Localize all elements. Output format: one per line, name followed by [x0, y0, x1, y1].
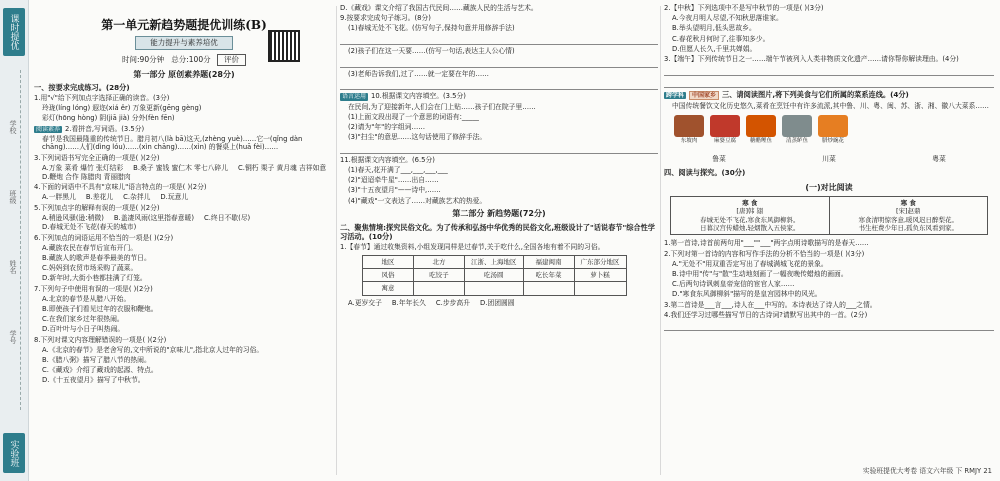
option-b[interactable]: B.盖凄风雨(这里指春意暖) — [113, 214, 194, 223]
q10-item[interactable]: (1)上面文段出现了一个意思的词语有:_____ — [348, 112, 479, 121]
reading-title: (一)对比阅读 — [805, 182, 853, 192]
rq1-prompt[interactable]: 1.第一首诗,诗首前两句用"___""___"两字点明诗歌描写的是春天…… — [664, 239, 869, 248]
option-c[interactable]: C.后两句诗讽刺皇帝宠信的宦官人家…… — [672, 280, 795, 289]
option-a[interactable]: A.一胖黑儿 — [42, 193, 76, 202]
option-c[interactable]: C.终日不歇(尽) — [203, 214, 251, 223]
exam-subtitle: 能力提升与素养培优 — [135, 36, 233, 50]
food-image — [782, 115, 812, 137]
food-item[interactable] — [746, 115, 776, 145]
option-a[interactable]: A.北京的春节是从腊八开始。 — [42, 294, 131, 303]
food-image — [674, 115, 704, 137]
custom-table — [362, 255, 627, 296]
table-cell: 风俗 — [363, 268, 414, 281]
rq3-prompt[interactable]: 3.第二首诗是___言___,诗人在___中写的。本诗表达了诗人的___之情。 — [664, 300, 877, 309]
poem-title: 寒 食 — [900, 199, 916, 208]
food-item[interactable] — [782, 115, 812, 145]
answer-line[interactable] — [664, 66, 994, 76]
q5-prompt: 5.下列加点字的解释有误的一项是( )(2分) — [34, 204, 160, 213]
q1-row[interactable]: 彩灯(hōng hòng) 阴(jiā jià) 分外(fèn fēn) — [42, 114, 175, 123]
option-d[interactable]: D.百叶叶与小日子叫热闹。 — [42, 325, 125, 334]
food-item[interactable] — [710, 115, 740, 145]
poem-line: 春城无处不飞花,寒食东风御柳斜。 — [699, 215, 800, 224]
q12-options — [348, 299, 658, 308]
food-images — [674, 115, 994, 145]
field-name: 姓名 — [9, 260, 17, 274]
option-d[interactable]: D.团团圆圆 — [480, 298, 515, 307]
answer-line[interactable] — [340, 58, 658, 68]
cut-line — [20, 70, 21, 410]
table-cell: 寓意 — [363, 282, 414, 295]
q10-item[interactable]: (3)"扫尘"的意思……这句话使用了修辞手法。 — [348, 133, 487, 142]
q11-item[interactable]: (3)"十五夜望月"——诗中,…… — [348, 186, 441, 195]
option-c[interactable]: C.妈妈到农贸市场采购了蔬菜。 — [42, 264, 138, 273]
food-caption: 糖醋鲤鱼 — [749, 137, 772, 144]
option-b[interactable]: B.《腊八粥》描写了腊八节的热闹。 — [42, 355, 151, 364]
cuisine-list — [664, 155, 994, 164]
binding-strip — [0, 0, 29, 481]
section1-heading: 一、按要求完成练习。(28分) — [34, 82, 130, 92]
part1-heading: 第一部分 原创素养题(28分) — [133, 69, 235, 79]
option-b[interactable]: B.即使孩子们看见过年的衣服和鞭炮。 — [42, 304, 158, 313]
cuisine-item[interactable]: 鲁菜 — [712, 155, 726, 164]
column-middle — [340, 4, 658, 477]
table-row — [363, 255, 627, 268]
table-cell-blank[interactable] — [414, 282, 465, 295]
q1-row[interactable]: 玲珑(líng lóng) 遐迩(xiá ěr) 万象更新(gēng gèng) — [42, 104, 202, 113]
q6-options — [42, 244, 334, 283]
field-class: 班级 — [9, 190, 17, 204]
option-a[interactable]: A.《北京的春节》是老舍写的,文中所说的"京味儿",指北京人过年的习俗。 — [42, 345, 264, 354]
option-d[interactable]: D.新年时,大街小巷都挂满了灯笼。 — [42, 274, 147, 283]
q4-options — [42, 193, 334, 202]
q11-prompt: 11.根据课文内容填空。(6.5分) — [340, 155, 435, 164]
section3-intro: 中国传统餐饮文化历史悠久,菜肴在烹饪中有许多流派,其中鲁、川、粤、闽、苏、浙、湘、徽八大菜系…… — [672, 102, 989, 111]
rq4-prompt: 4.我们还学习过哪些描写节日的古诗词?请默写出其中的一首。(2分) — [664, 310, 868, 319]
option-a[interactable]: A.藏族农民在春节后宣布开门。 — [42, 243, 138, 252]
field-number: 学号 — [9, 330, 17, 344]
qr-code-icon[interactable] — [268, 30, 300, 62]
q9-item: (1)春城无处不飞花。(仿写句子,保持句意并用修辞手法) — [348, 24, 515, 33]
option-b[interactable]: B.桑子 蜜钱 蜜仁木 零七八碎儿 — [133, 163, 229, 172]
q7-options — [42, 295, 334, 334]
poem-line: 书生枉费少年日,孤负东风看到家。 — [858, 224, 959, 233]
q11-item[interactable]: (4)"藏戏"一文表达了……对藏族艺术的热爱。 — [348, 196, 487, 205]
poem-author: [宋]赵鼎 — [895, 207, 921, 216]
answer-line[interactable] — [340, 80, 658, 90]
food-caption: 清蒸鲈鱼 — [785, 137, 808, 144]
table-cell: 萝卜糕 — [574, 268, 626, 281]
field-school: 学校 — [9, 120, 17, 134]
option-c[interactable]: C.铜朽 栗子 黄月魂 吉祥如意 — [238, 163, 327, 172]
poem-line: 日暮汉宫传蜡烛,轻烟散入五侯家。 — [699, 224, 800, 233]
cuisine-item[interactable]: 川菜 — [822, 155, 836, 164]
footer-text: 实验班提优大考卷 语文六年级 下 RMJY — [862, 467, 982, 475]
q9-item: (3)老师告诉我们,过了……就一定要在年的…… — [348, 69, 489, 78]
option-b[interactable]: B.诗中用"传"与"散"生动地刻画了一幅夜晚传蜡烛的画面。 — [672, 269, 848, 278]
q2-text[interactable]: 春节是我国最隆重的传统节日。腊月初八(là bā)这天,(zhèng yuè)……它一(qǐng dàn chāng)……人们(dìng lóu)……(xìn chāng)……(xìn) 的餐桌上(huā fèi)…… — [42, 134, 303, 152]
exam-total: 总分:100分 — [171, 54, 211, 64]
option-d[interactable]: D."寒食东风御柳斜"描写的是皇宫园林中的风光。 — [672, 290, 822, 299]
q10-item[interactable]: (2)请为"年"的字组词…… — [348, 123, 426, 131]
poem-author: [唐]韩 翃 — [736, 207, 764, 216]
table-cell: 江浙、上海地区 — [465, 255, 524, 268]
answer-line[interactable] — [664, 321, 994, 331]
answer-line[interactable] — [340, 35, 658, 45]
section3-text: 三、请阅读图片,将下列美食与它们所属的菜系连线。(4分) — [722, 89, 909, 99]
option-c[interactable]: C.在我们家乡过年很热闹。 — [42, 315, 124, 324]
tag-badge: 语言运用 — [342, 93, 367, 101]
option-a[interactable]: A.今夜月明人尽望,不知秋思落谁家。 — [672, 14, 783, 23]
option-c[interactable]: C.步步高升 — [435, 298, 471, 307]
poem-title: 寒 食 — [742, 199, 758, 208]
section2-heading — [340, 223, 658, 241]
option-a[interactable]: A.万象 菜肴 爆竹 张灯结彩 — [42, 163, 124, 172]
brand-badge-bottom: 实验班 — [3, 433, 25, 473]
q8-continued: D.《藏戏》课文介绍了我国古代民间……藏族人民的生活与艺术。 — [340, 4, 538, 12]
option-c[interactable]: C.春花秋月何时了,往事知多少。 — [672, 34, 770, 43]
food-image — [710, 115, 740, 137]
rq2-prompt: 2.下列对第一首诗的内容和写作手法的分析不恰当的一项是( )(3分) — [664, 249, 865, 258]
section2-text: 二、聚焦情境:探究民俗文化。为了传承和弘扬中华优秀的民俗文化,班级设计了"话说春节"综合性学习活动。 — [340, 222, 655, 241]
q10-prompt — [340, 92, 658, 101]
q13-options — [672, 14, 994, 53]
q6-prompt: 6.下列加点的词语运用不恰当的一项是( )(2分) — [34, 233, 174, 242]
table-cell-blank[interactable] — [574, 282, 626, 295]
column-divider — [660, 6, 661, 475]
part2-heading: 第二部分 新趋势题(72分) — [452, 209, 546, 219]
page-footer — [863, 465, 992, 475]
option-a[interactable]: A.稍逊风骚(逊:稍微) — [42, 214, 104, 223]
tag-badge-secondary: 中国家乡 — [689, 91, 719, 101]
food-image — [746, 115, 776, 137]
option-b[interactable]: B.差花儿 — [85, 193, 114, 202]
q10-text: 在民间,为了迎接新年,人们会在门上贴……孩子们在院子里…… — [348, 102, 536, 111]
food-item[interactable] — [674, 115, 704, 145]
table-cell: 福建闽南 — [523, 255, 574, 268]
option-a[interactable]: A."无处不"用双重否定写出了春城满城飞花的景象。 — [672, 259, 828, 268]
food-caption: 麻婆豆腐 — [713, 137, 736, 144]
q14-prompt: 3.【端午】下列传统节日之一……端午节被列入人类非物质文化遗产……请你帮你解读理由。(4分) — [664, 54, 959, 63]
q3-prompt: 3.下列词语书写完全正确的一项是( )(2分) — [34, 153, 160, 162]
exam-time: 时间:90分钟 — [122, 54, 165, 64]
q2-label: 2.看拼音,写词语。(3.5分) — [65, 124, 145, 133]
table-cell: 吃长年菜 — [523, 268, 574, 281]
column-left — [34, 4, 334, 477]
q7-prompt: 7.下列句子中使用有误的一项是( )(2分) — [34, 284, 153, 293]
q5-options — [42, 214, 334, 231]
table-cell-blank[interactable] — [523, 282, 574, 295]
poem-table — [670, 196, 988, 235]
q9-item: (2)孩子们在这一天要……(仿写一句话,表达主人公心情) — [348, 47, 515, 56]
table-cell: 吃饺子 — [414, 268, 465, 281]
poem-line: 寒食清明惊客意,暖风迟日醉梨花。 — [858, 215, 959, 224]
q1-prompt: 1.用"√"给下列加点字选择正确的读音。(3分) — [34, 94, 170, 102]
cuisine-item[interactable]: 粤菜 — [932, 155, 946, 164]
food-caption: 东坡肉 — [680, 137, 698, 144]
q8-prompt: 8.下列对课文内容理解错误的一项是( )(2分) — [34, 335, 167, 344]
q8-options — [42, 346, 334, 385]
food-item[interactable] — [818, 115, 848, 145]
option-d[interactable]: D.玩意儿 — [160, 193, 189, 202]
page-number: 21 — [983, 467, 992, 475]
table-cell: 吃汤圆 — [465, 268, 524, 281]
section2-points: (10分) — [368, 231, 393, 241]
poem-two — [829, 197, 988, 234]
option-d[interactable]: D.但愿人长久,千里共婵娟。 — [672, 44, 757, 53]
table-row — [363, 282, 627, 295]
q2-prompt — [34, 125, 334, 134]
table-cell: 广东部分地区 — [574, 255, 626, 268]
q4-prompt: 4.下面的词语中不具有"京味儿"语言特点的一项是( )(2分) — [34, 183, 207, 192]
rq2-options — [672, 260, 994, 299]
table-cell: 北方 — [414, 255, 465, 268]
food-image — [818, 115, 848, 137]
answer-line[interactable] — [340, 144, 658, 154]
option-b[interactable]: B.年年长久 — [391, 298, 426, 307]
option-b[interactable]: B.藏族人的歌声是春季最美的节日。 — [42, 254, 151, 262]
option-a[interactable]: A.更岁交子 — [348, 298, 382, 307]
exam-title: 第一单元新趋势题提优训练(B) — [101, 18, 267, 32]
q11-item[interactable]: (1)春天,花开满了___,___,___,___ — [348, 166, 448, 175]
option-b[interactable]: B.举头望明月,低头思故乡。 — [672, 24, 756, 33]
score-box[interactable]: 评价 — [217, 54, 246, 66]
section4-heading: 四、阅读与探究。(30分) — [664, 167, 746, 177]
q10-label: 10.根据课文内容填空。(3.5分) — [371, 92, 466, 101]
option-c[interactable]: C.杂拌儿 — [123, 193, 151, 202]
poem-one — [671, 197, 829, 234]
table-row — [363, 268, 627, 281]
section3-heading — [664, 90, 994, 101]
q3-options — [42, 164, 334, 181]
option-d[interactable]: D.《十五夜望月》描写了中秋节。 — [42, 376, 145, 385]
answer-line[interactable] — [664, 78, 994, 88]
food-caption: 腊炒豌花 — [821, 137, 844, 144]
tag-badge: 阅读素养 — [36, 125, 61, 133]
q11-item[interactable]: (2)"迢迢牵牛星"……出自…… — [348, 176, 439, 185]
q12-prompt: 1.【春节】通过收集资料,小组发现同样是过春节,关于吃什么,全国各地有着不同的习俗。 — [340, 242, 605, 251]
option-d[interactable]: D.鞭炮 合作 陈腊肉 青丽腊肉 — [42, 172, 131, 181]
tag-badge: 跨学科 — [666, 91, 685, 99]
option-d[interactable]: D.春城无处不飞花(春天的城市) — [42, 222, 137, 231]
q13-prompt: 2.【中秋】下列选项中不是写中秋节的一项是( )(3分) — [664, 4, 824, 12]
column-divider — [336, 6, 337, 475]
table-cell: 地区 — [363, 255, 414, 268]
table-cell-blank[interactable] — [465, 282, 524, 295]
brand-badge-top: 课时提优 — [3, 8, 25, 56]
column-right — [664, 4, 994, 477]
q9-prompt: 9.按要求完成句子练习。(8分) — [340, 14, 431, 23]
option-c[interactable]: C.《藏戏》介绍了藏戏的起源、特点。 — [42, 366, 158, 375]
